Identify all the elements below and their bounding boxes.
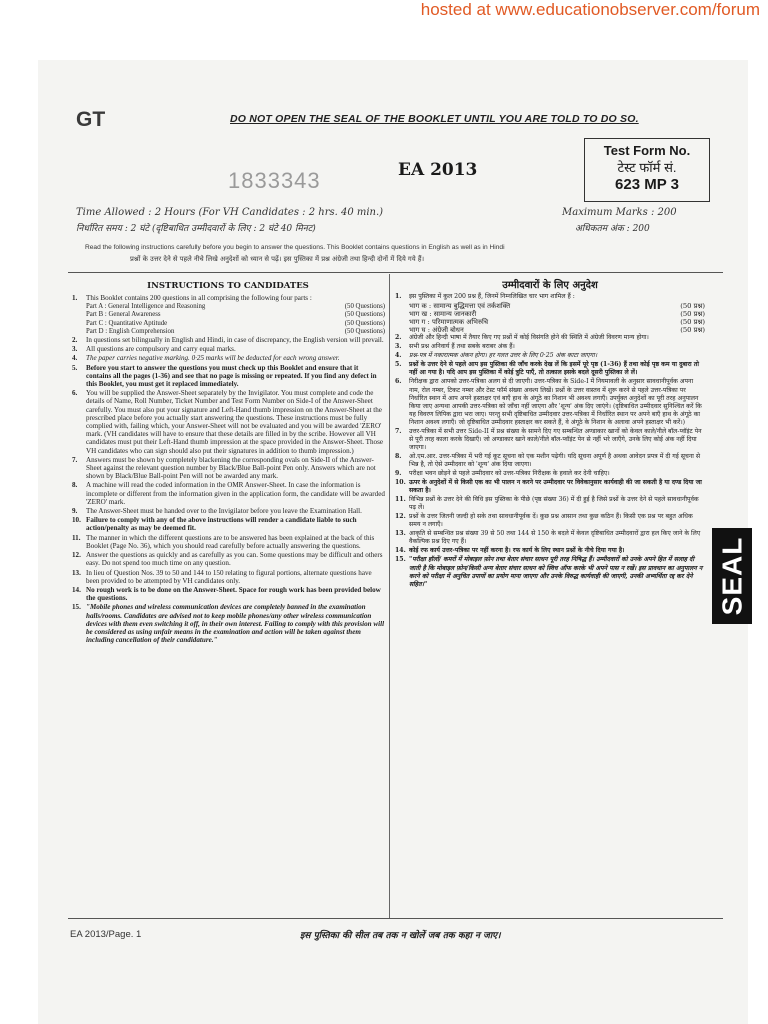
- item-number: 15.: [72, 603, 81, 612]
- item-number: 8.: [72, 481, 78, 490]
- item-number: 15.: [395, 556, 406, 564]
- instruction-5: Before you start to answer the questions you must check up this Booklet and ensure that it contains all the pages (1-36) and see that no page is missing or repeated. If you find any defect in this Booklet, you must get it replaced immediately.: [86, 363, 377, 389]
- item-number: 10.: [72, 516, 81, 525]
- instruction-7: Answers must be shown by completely blackening the corresponding ovals on Side-II of the Answer-Sheet against the relevant question number by Black/Blue Ball-point Pen only. Answers which are not shown by Black/Blue Ball-point Pen will not be awarded any mark.: [86, 455, 376, 481]
- hindi-instruction-12: प्रश्नों के उत्तर जितनी जल्दी हो सके तथा सावधानीपूर्वक दें। कुछ प्रश्न आसान तथा कुछ कठिन हैं। किसी एक प्रश्न पर बहुत अधिक समय न लगाएँ।: [409, 513, 693, 529]
- item-number: 14.: [72, 585, 81, 594]
- maximum-marks-hindi: अधिकतम अंक : 200: [575, 224, 650, 234]
- hindi-instruction-8: ओ.एम.आर. उत्तर-पत्रिका में भरी गई कूट सूचना को एक मशीन पढ़ेगी। यदि सूचना अपूर्ण है अथवा आवेदन प्रपत्र में दी गई सूचना से भिन्न है, तो ऐसे उम्मीदवार को 'शून्य' अंक दिया जाएगा।: [409, 452, 701, 468]
- instruction-4: The paper carries negative marking. 0·25 marks will be deducted for each wrong answer.: [86, 354, 340, 363]
- seal-label: SEAL: [716, 536, 747, 616]
- hindi-instruction-5: प्रश्नों के उत्तर देने से पहले आप इस पुस्तिका की जाँच करके देख लें कि इसमें पूरे पृष्ठ (1-36) हैं तथा कोई पृष्ठ कम या दुबारा तो नहीं आ गया है। यदि आप इस पुस्तिका में कोई त्रुटि पाएँ, तो तत्काल इसके बदले दूसरी पुस्तिका ले लें।: [409, 361, 699, 377]
- time-allowed: Time Allowed : 2 Hours (For VH Candidates : 2 hrs. 40 min.): [76, 207, 384, 218]
- item-number: 3.: [395, 343, 402, 351]
- instruction-9: The Answer-Sheet must be handed over to the Invigilator before you leave the Examination Hall.: [86, 507, 362, 516]
- hindi-instruction-13: आकृति से सम्बन्धित प्रश्न संख्या 39 से 50 तथा 144 से 150 के बदले में केवल दृष्टिबाधित उम्मीदवारों द्वारा हल किए जाने के लिए वैकल्पिक प्रश्न दिए गए हैं।: [409, 530, 701, 546]
- instruction-12: Answer the questions as quickly and as carefully as you can. Some questions may be difficult and others easy. Do not spend too much time on any question.: [86, 551, 383, 568]
- hindi-instruction-1: इस पुस्तिका में कुल 200 प्रश्न हैं, जिनमें निम्नलिखित चार भाग शामिल हैं :: [409, 293, 575, 300]
- item-number: 12.: [72, 551, 81, 560]
- hindi-instruction-7: उत्तर-पत्रिका में सभी उत्तर Side-II में प्रश्न संख्या के सामने दिए गए सम्बन्धित अण्डाकार खानों को केवल काले/नीले बॉल-प्वॉइंट पेन से पूरी तरह काला करके दिखाएँ। जो अण्डाकार खाने काले/नीले बॉल-प्वॉइंट पेन से नहीं भरे जाएँगे, उनके लिए कोई अंक नहीं दिया जाएगा।: [409, 427, 702, 451]
- hindi-instruction-11: विभिन्न प्रश्नों के उत्तर देने की विधि इस पुस्तिका के पीछे (पृष्ठ संख्या 36) में दी हुई है जिसे प्रश्नों के उत्तर देने से पहले सावधानीपूर्वक पढ़ लें।: [409, 496, 699, 512]
- exam-title: EA 2013: [398, 160, 478, 180]
- bottom-rule: [68, 918, 723, 919]
- read-instructions-note-hindi: प्रश्नों के उत्तर देने से पहले नीचे लिखे अनुदेशों को ध्यान से पढ़ें। इस पुस्तिका में प्रश्न अंग्रेजी तथा हिन्दी दोनों में दिये गये हैं।: [130, 255, 425, 263]
- instruction-8: A machine will read the coded information in the OMR Answer-Sheet. In case the information is incomplete or different from the information given in the application form, the candidate will be awarded 'ZERO' mark.: [86, 481, 385, 506]
- hindi-instruction-9: परीक्षा भवन छोड़ने से पहले उम्मीदवार को उत्तर-पत्रिका निरीक्षक के हवाले कर देनी चाहिए।: [409, 469, 610, 477]
- parts-list: [86, 303, 385, 336]
- item-number: 6.: [395, 378, 402, 386]
- item-number: 4.: [395, 352, 402, 360]
- time-allowed-hindi: निर्धारित समय : 2 घंटे (दृष्टिबाधित उम्मीदवारों के लिए : 2 घंटे 40 मिनट): [76, 224, 316, 234]
- item-number: 10.: [395, 479, 406, 487]
- item-number: 2.: [72, 336, 78, 345]
- instruction-2: In questions set bilingually in English and Hindi, in case of discrepancy, the English version will prevail.: [86, 336, 384, 345]
- item-number: 13.: [72, 568, 81, 577]
- part-row: Part B : General Awareness (50 Questions): [86, 311, 385, 319]
- instruction-14: No rough work is to be done on the Answer-Sheet. Space for rough work has been provided below the questions.: [86, 585, 381, 603]
- hindi-instruction-3: सभी प्रश्न अनिवार्य हैं तथा सबके बराबर अंक हैं।: [409, 343, 515, 351]
- item-number: 12.: [395, 513, 406, 521]
- item-number: 1.: [72, 294, 78, 302]
- item-number: 6.: [72, 389, 78, 398]
- footer-note-hindi: इस पुस्तिका की सील तब तक न खोलें जब तक कहा न जाए।: [300, 931, 501, 941]
- part-row: Part C : Quantitative Aptitude (50 Questions): [86, 319, 385, 327]
- instructions-english: [72, 294, 385, 645]
- item-number: 4.: [72, 354, 78, 363]
- column-divider: [389, 274, 390, 918]
- hindi-instruction-15: "परीक्षा हॉलों/ कमरों में मोबाइल फ़ोन तथा बेतार संचार साधन पूरी तरह निषिद्ध हैं। उम्मीदवारों को उनके अपने हित में सलाह दी जाती है कि मोबाइल फ़ोन/किसी अन्य बेतार संचार साधन को स्विच ऑफ करके भी अपने पास न रखें। इस प्रावधान का अनुपालन न करने को परीक्षा में अनुचित उपायों का प्रयोग माना जाएगा और उनके विरुद्ध कार्यवाही की जाएगी, उनकी अभ्यर्थिता रद्द कर देने सहित।": [409, 556, 703, 588]
- item-number: 14.: [395, 547, 406, 555]
- item-number: 9.: [72, 507, 78, 516]
- item-number: 2.: [395, 334, 402, 342]
- hindi-instruction-14: कोई रफ कार्य उत्तर-पत्रिका पर नहीं करना है। रफ कार्य के लिए स्थान प्रश्नों के नीचे दिया गया है।: [409, 547, 625, 555]
- hindi-parts-list: [409, 302, 705, 334]
- hindi-instruction-10: ऊपर के अनुदेशों में से किसी एक का भी पालन न करने पर उम्मीदवार पर विवेकानुसार कार्यवाही की जा सकती है या दण्ड दिया जा सकता है।: [409, 479, 702, 495]
- instructions-heading-hindi: उम्मीदवारों के लिए अनुदेश: [502, 280, 598, 291]
- seal-tab[interactable]: [712, 528, 752, 624]
- item-number: 7.: [395, 427, 402, 435]
- item-number: 11.: [72, 533, 81, 542]
- item-number: 9.: [395, 469, 402, 477]
- booklet-serial-number: 1833343: [228, 168, 321, 193]
- page-number: EA 2013/Page. 1: [70, 929, 142, 940]
- instruction-3: All questions are compulsory and carry equal marks.: [86, 345, 236, 354]
- instructions-heading: INSTRUCTIONS TO CANDIDATES: [147, 281, 309, 291]
- item-number: 5.: [72, 363, 78, 372]
- item-number: 8.: [395, 452, 402, 460]
- instruction-6: You will be supplied the Answer-Sheet separately by the Invigilator. You must complete and code the details of Name, Roll Number, Ticket Number and Test Form Number on Side-I of the Answer-Sheet carefully. You must also put your signature and Left-Hand thumb impression on the Answer-Sheet at the prescribed place before you actually start answering the questions. These instructions must be fully complied with, failing which, your Answer-Sheet will not be evaluated and you will be awarded 'ZERO' mark. (VH candidates will have to ensure that these details are filled in by the scribe. However all VH candidates must put their Left-Hand thumb impression at the space provided in the Answer-Sheet. Those VH candidates who can sign should also put their signatures in addition to thumb impression.): [86, 389, 384, 455]
- instructions-hindi: [395, 293, 705, 590]
- item-number: 11.: [395, 496, 406, 504]
- booklet-code: GT: [76, 108, 106, 131]
- item-number: 13.: [395, 530, 406, 538]
- test-form-label: Test Form No.: [603, 143, 691, 158]
- hindi-instruction-6: निरीक्षक द्वारा आपको उत्तर-पत्रिका अलग से दी जाएगी। उत्तर-पत्रिका के Side-I में नियमावली के अनुसार सावधानीपूर्वक अपना नाम, रोल नम्बर, टिकट नम्बर और टेस्ट फॉर्म संख्या अवश्य लिखें। प्रश्नों के उत्तर वास्तव में शुरू करने से पहले उत्तर-पत्रिका पर निर्धारित स्थान में आप अपने हस्ताक्षर एवं बाएँ हाथ के अंगूठे का निशान भी अवश्य लगाएँ। उपर्युक्त अनुदेशों का पूरी तरह अनुपालन किया जाए अन्यथा आपकी उत्तर-पत्रिका को जाँचा नहीं जाएगा और 'शून्य' अंक दिए जाएंगे। (दृष्टिबाधित उम्मीदवार सुनिश्चित करें कि यह विवरण लिपिक द्वारा भरा जाए। परन्तु सभी दृष्टिबाधित उम्मीदवार उत्तर-पत्रिका में निर्धारित स्थान पर अपने बाएँ हाथ के अंगूठे का निशान अवश्य लगाएँ। जो दृष्टिबाधित उम्मीदवार हस्ताक्षर कर सकते हैं, वे अंगूठे के निशान के अलावा अपने हस्ताक्षर भी करें।): [409, 378, 702, 426]
- test-form-box: [584, 138, 710, 202]
- instruction-10: Failure to comply with any of the above instructions will render a candidate liable to such action/penalty as may be deemed fit.: [86, 516, 357, 533]
- part-row: भाग घ : अंग्रेजी बोधन (50 प्रश्न): [409, 326, 705, 335]
- part-row: भाग ग : परिमाणात्मक अभिरुचि (50 प्रश्न): [409, 318, 705, 327]
- maximum-marks: Maximum Marks : 200: [562, 207, 677, 218]
- hindi-instruction-2: अंग्रेजी और हिन्दी भाषा में तैयार किए गए प्रश्नों में कोई विसंगति होने की स्थिति में अंग्रेजी विवरण मान्य होगा।: [409, 334, 649, 342]
- item-number: 7.: [72, 455, 78, 464]
- instruction-1: This Booklet contains 200 questions in all comprising the following four parts :: [86, 294, 312, 302]
- hosted-at-banner[interactable]: hosted at www.educationobserver.com/forum: [420, 0, 760, 19]
- part-row: Part A : General Intelligence and Reasoning (50 Questions): [86, 303, 385, 311]
- part-row: भाग क : सामान्य बुद्धिमत्ता एवं तर्कशक्ति (50 प्रश्न): [409, 302, 705, 311]
- top-rule: [68, 272, 723, 273]
- test-form-number: 623 MP 3: [615, 176, 679, 193]
- item-number: 1.: [395, 293, 402, 300]
- test-form-label-hindi: टेस्ट फॉर्म सं.: [617, 160, 677, 175]
- instruction-13: In lieu of Question Nos. 39 to 50 and 144 to 150 relating to figural portions, alternate questions have been provided to be attempted by VH candidates only.: [86, 568, 372, 585]
- seal-warning: DO NOT OPEN THE SEAL OF THE BOOKLET UNTIL YOU ARE TOLD TO DO SO.: [230, 113, 639, 125]
- item-number: 3.: [72, 345, 78, 354]
- part-row: Part D : English Comprehension (50 Questions): [86, 327, 385, 335]
- read-instructions-note: Read the following instructions carefully before you begin to answer the questions. This Booklet contains questions in English as well as in Hindi: [85, 244, 505, 251]
- instruction-15: "Mobile phones and wireless communication devices are completely banned in the examination halls/rooms. Candidates are advised not to keep mobile phones/any other wireless communication devices with them even switching it off, in their own interest. Failing to comply with this provision will be considered as using unfair means in the examination and action will be taken against them including cancellation of their candidature.": [86, 603, 385, 645]
- item-number: 5.: [395, 361, 402, 369]
- instruction-11: The manner in which the different questions are to be answered has been explained at the back of this Booklet (Page No. 36), which you should read carefully before actually answering the questions.: [86, 533, 375, 550]
- hindi-instruction-4: प्रश्न-पत्र में नकारात्मक अंकन होगा। हर गलत उत्तर के लिए 0·25 अंक काटा जाएगा।: [409, 352, 598, 360]
- part-row: भाग ख : सामान्य जानकारी (50 प्रश्न): [409, 310, 705, 319]
